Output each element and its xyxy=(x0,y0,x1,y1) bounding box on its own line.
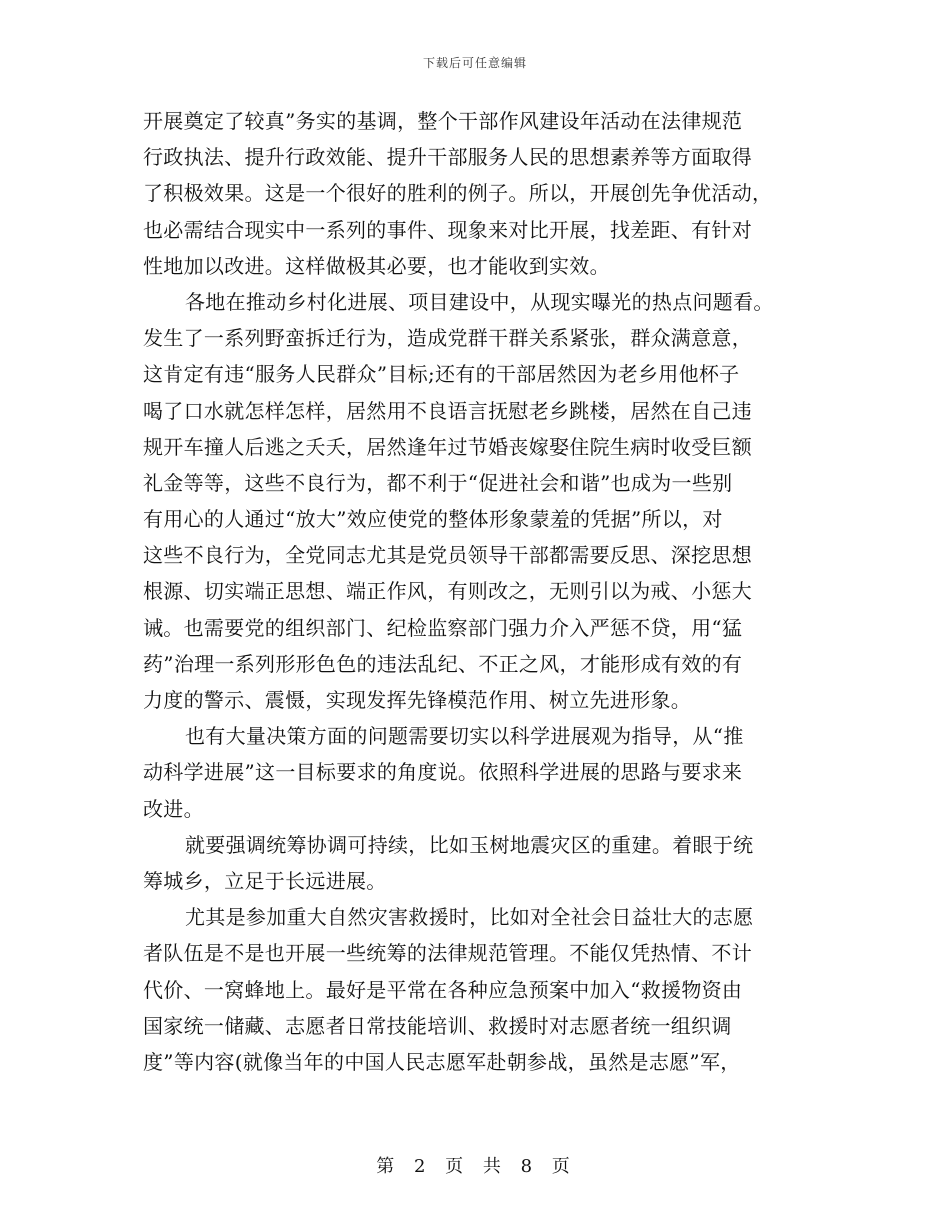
text-line: 这些不良行为，全党同志尤其是党员领导干部都需要反思、深挖思想 xyxy=(143,543,752,568)
text-line: 代价、一窝蜂地上。最好是平常在各种应急预案中加入“救援物资由 xyxy=(143,977,743,1002)
text-line: 改进。 xyxy=(143,796,204,821)
text-line: 者队伍是不是也开展一些统筹的法律规范管理。不能仅凭热情、不计 xyxy=(143,941,752,966)
text-line: 根源、切实端正思想、端正作风，有则改之，无则引以为戒、小惩大 xyxy=(143,579,752,604)
text-line: 国家统一储藏、志愿者日常技能培训、救援时对志愿者统一组织调 xyxy=(143,1013,732,1038)
paragraph-2 xyxy=(143,284,823,718)
text-line: 力度的警示、震慑，实现发挥先锋模范作用、树立先进形象。 xyxy=(143,688,692,712)
page-header: 下载后可任意编辑 xyxy=(422,56,527,70)
text-line: 行政执法、提升行政效能、提升干部服务人民的思想素养等方面取得 xyxy=(143,145,752,170)
text-line: 度”等内容(就像当年的中国人民志愿军赴朝参战，虽然是志愿”军， xyxy=(143,1049,741,1074)
text-line: 性地加以改进。这样做极其必要，也才能收到实效。 xyxy=(143,253,610,278)
page-number-footer: 第 2 页 共 8 页 xyxy=(376,1156,574,1177)
text-line: 也有大量决策方面的问题需要切实以科学进展观为指导，从“推 xyxy=(185,724,744,749)
text-line: 发生了一系列野蛮拆迁行为，造成党群干群关系紧张，群众满意意， xyxy=(143,326,752,351)
text-line: 也必需结合现实中一系列的事件、现象来对比开展，找差距、有针对 xyxy=(143,217,752,242)
text-line: 礼金等等，这些不良行为，都不利于“促进社会和谐”也成为一些别 xyxy=(143,470,733,495)
text-line: 有用心的人通过“放大”效应使党的整体形象蒙羞的凭据”所以，对 xyxy=(143,507,723,532)
text-line: 这肯定有违“服务人民群众”目标;还有的干部居然因为老乡用他杯子 xyxy=(143,362,740,387)
text-line: 各地在推动乡村化进展、项目建设中，从现实曝光的热点问题看。 xyxy=(185,289,774,314)
text-line: 动科学进展”这一目标要求的角度说。依照科学进展的思路与要求来 xyxy=(143,760,743,785)
text-line: 开展奠定了较真”务实的基调，整个干部作风建设年活动在法律规范 xyxy=(143,109,743,133)
document-body xyxy=(143,103,823,1080)
paragraph-4 xyxy=(143,827,823,899)
paragraph-3 xyxy=(143,718,823,827)
text-line: 规开车撞人后逃之夭夭，居然逢年过节婚丧嫁娶住院生病时收受巨额 xyxy=(143,434,752,459)
text-line: 诫。也需要党的组织部门、纪检监察部门强力介入严惩不贷，用“猛 xyxy=(143,615,743,640)
paragraph-5 xyxy=(143,899,823,1080)
text-line: 了积极效果。这是一个很好的胜利的例子。所以，开展创先争优活动， xyxy=(143,181,773,206)
text-line: 喝了口水就怎样怎样，居然用不良语言抚慰老乡跳楼，居然在自己违 xyxy=(143,398,752,423)
paragraph-1 xyxy=(143,103,823,284)
text-line: 就要强调统筹协调可持续，比如玉树地震灾区的重建。着眼于统 xyxy=(185,832,754,857)
text-line: 尤其是参加重大自然灾害救援时，比如对全社会日益壮大的志愿 xyxy=(185,905,754,930)
text-line: 筹城乡，立足于长远进展。 xyxy=(143,868,387,893)
text-line: 药”治理一系列形形色色的违法乱纪、不正之风，才能形成有效的有 xyxy=(143,651,743,676)
